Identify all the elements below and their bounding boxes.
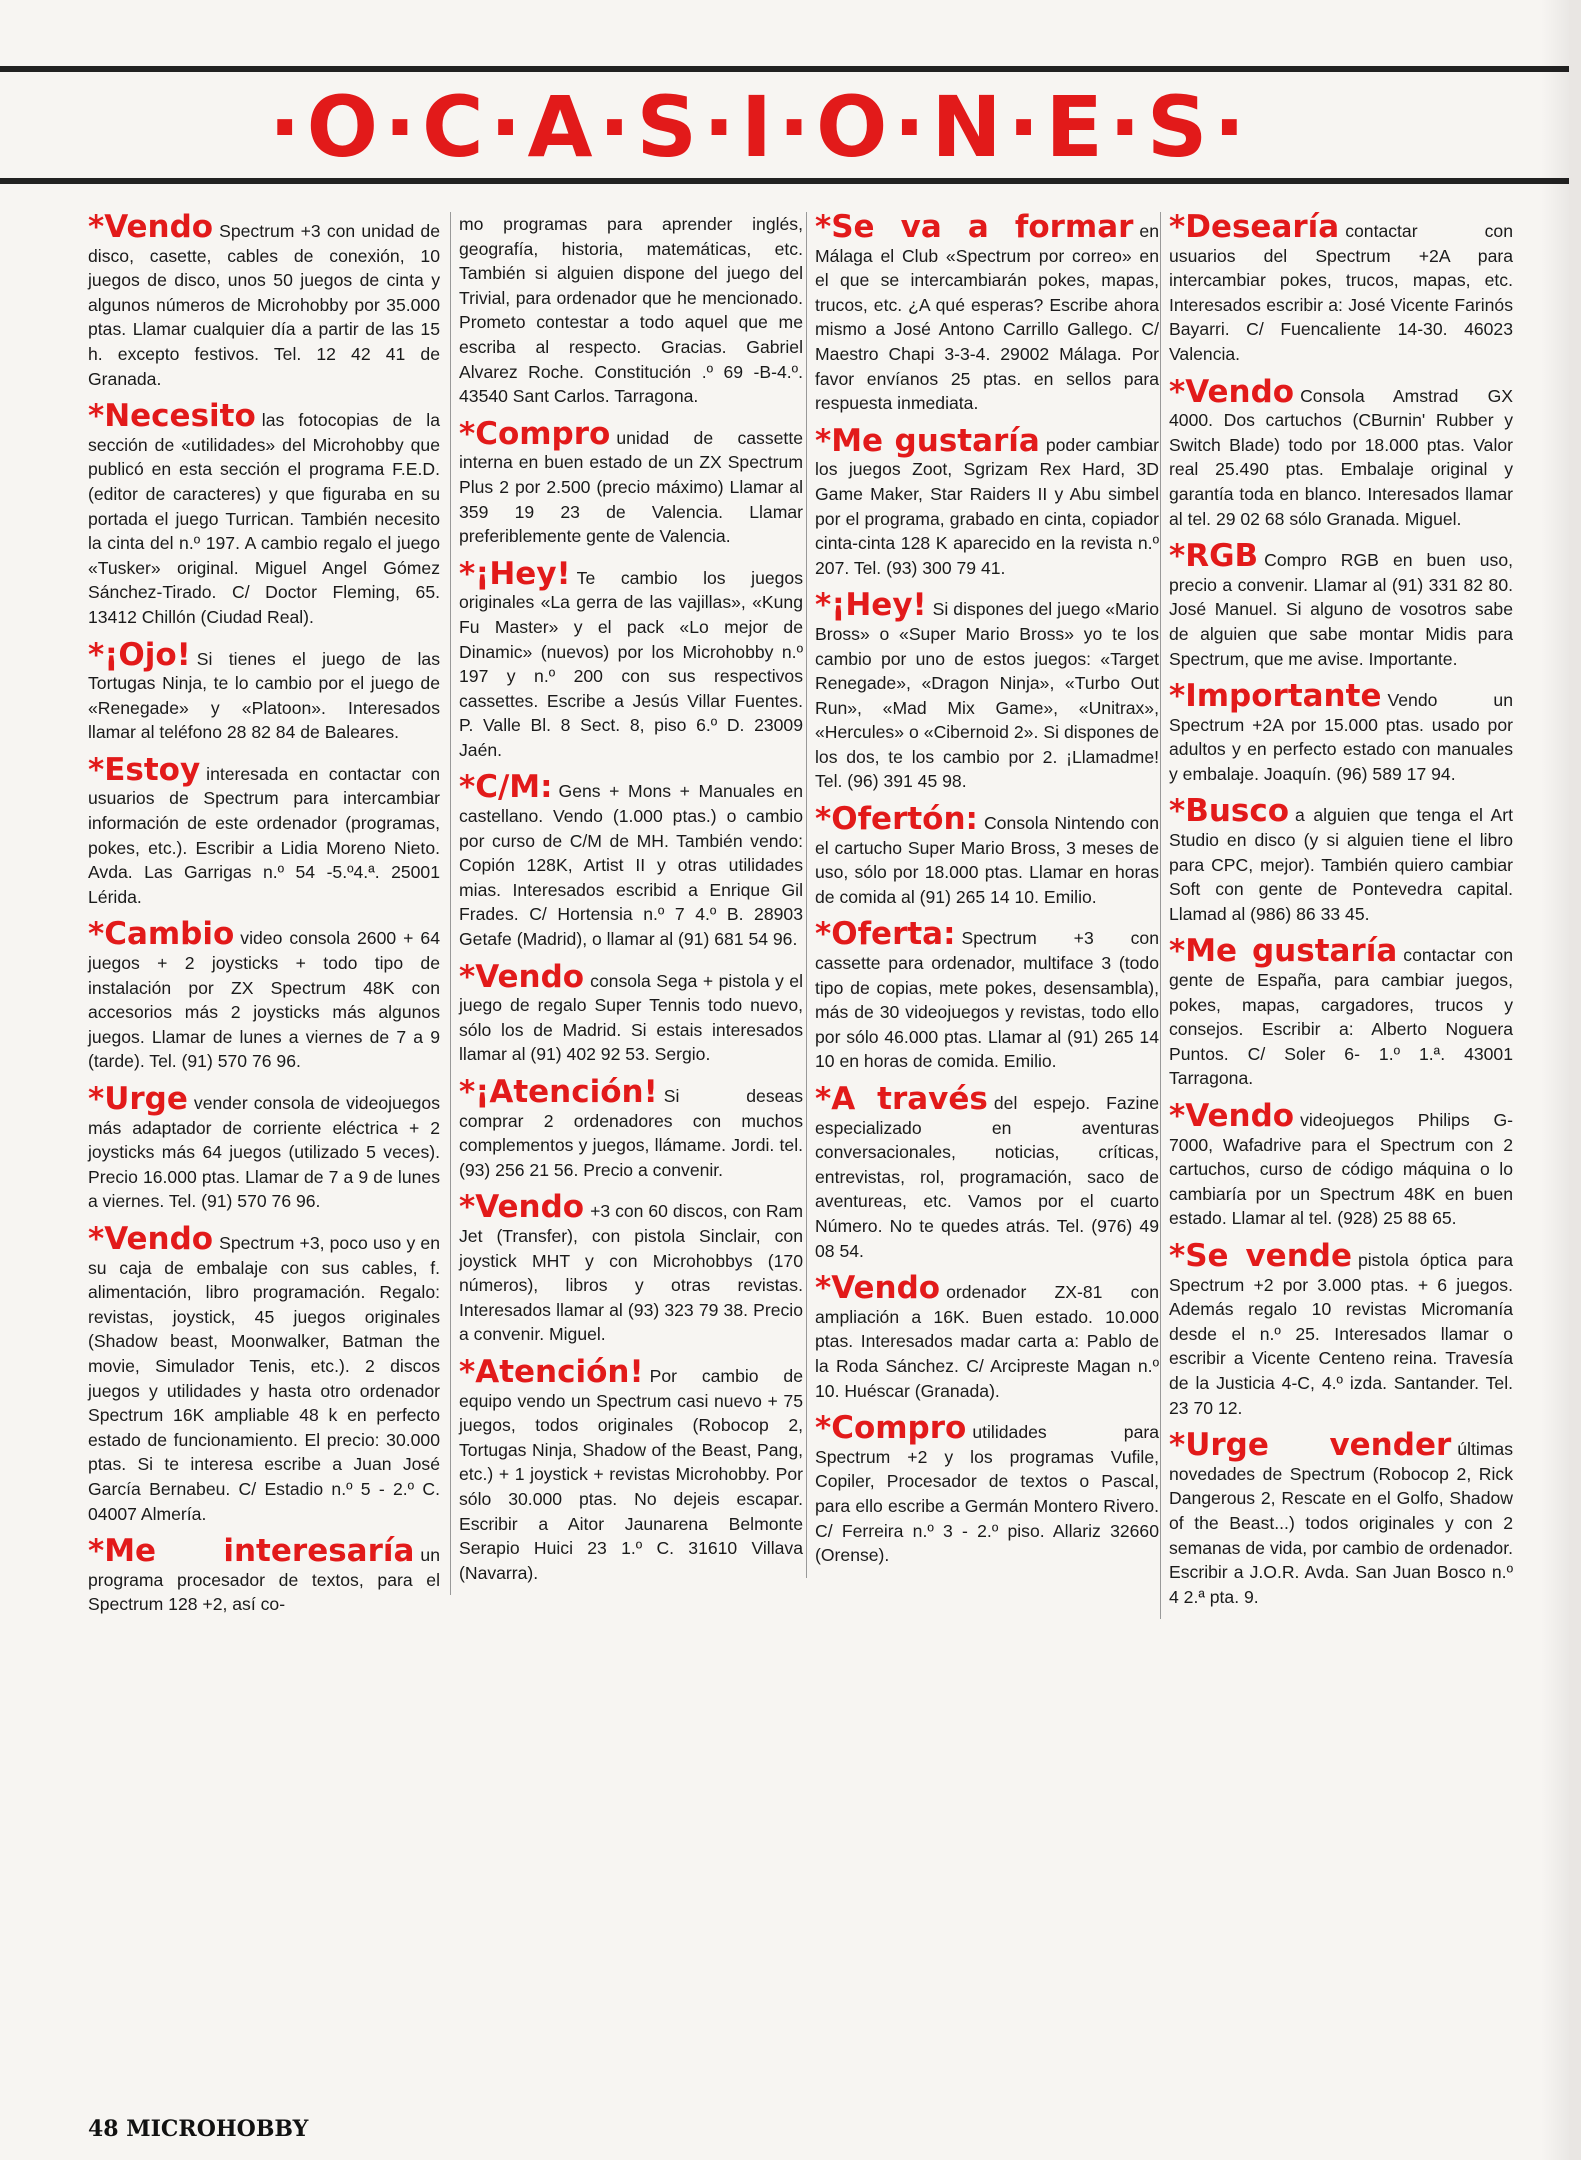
- ad-text: utilidades para Spectrum +2 y los programas Vufile, Copiler, Procesador de textos o Pascal, para ello escribe a Germán Montero Rivero. C/ Ferreira n.º 3 - 2.º piso. Allariz 32660 (Orense).: [815, 1422, 1159, 1566]
- classified-ad: [1169, 373, 1513, 532]
- ad-text: consola Sega + pistola y el juego de regalo Super Tennis todo nuevo, sólo los de Madrid. Si estais interesados llamar al (91) 402 92 53. Sergio.: [459, 970, 803, 1065]
- ad-text: mo programas para aprender inglés, geografía, historia, matemáticas, etc. También si alguien dispone del juego del Trivial, para ordenador que he mencionado. Prometo contestar a todo aquel que me escriba al respecto. Gracias. Gabriel Alvarez Roche. Constitución .º 69 -B-4.º. 43540 Sant Carlos. Tarragona.: [459, 214, 803, 407]
- ad-keyword: *Me gustaría: [815, 422, 1040, 459]
- ad-keyword: *Necesito: [88, 398, 256, 435]
- top-rule: [0, 66, 1581, 72]
- classified-ad: [815, 209, 1159, 416]
- ad-text: unidad de cassette interna en buen estado de un ZX Spectrum Plus 2 por 2.500 (precio máximo) Llamar al 359 19 23 de Valencia. Llamar preferiblemente gente de Valencia.: [459, 427, 803, 547]
- ad-keyword: *¡Hey!: [459, 555, 571, 592]
- ad-keyword: *¡Atención!: [459, 1074, 658, 1110]
- ad-keyword: *Importante: [1169, 678, 1382, 715]
- classified-ad: [88, 916, 440, 1074]
- column-2: [450, 212, 803, 1595]
- classified-ad: [88, 398, 440, 629]
- header-rule: [0, 178, 1581, 184]
- ad-keyword: *Vendo: [459, 1189, 585, 1226]
- ad-keyword: *Oferta:: [815, 916, 956, 953]
- ad-keyword: *Busco: [1169, 793, 1290, 830]
- ad-keyword: *Ofertón:: [815, 801, 978, 838]
- ad-keyword: *Vendo: [459, 958, 585, 995]
- ad-text: Vendo un Spectrum +2A por 15.000 ptas. usado por adultos y en perfecto estado con manuales y embalaje. Joaquín. (96) 589 17 94.: [1169, 690, 1513, 784]
- ad-keyword: *Atención!: [459, 1353, 644, 1390]
- ad-text: contactar con usuarios del Spectrum +2A para intercambiar pokes, trucos, mapas, etc. Interesados escribir a: José Vicente Farinós Bayarri. C/ Fuencaliente 14-30. 46023 Valencia.: [1169, 221, 1513, 364]
- classified-ad: [459, 958, 803, 1067]
- classified-ad: [88, 751, 440, 910]
- classified-ad: [1169, 678, 1513, 786]
- classified-ad: [459, 1353, 803, 1585]
- ad-text: Spectrum +3, poco uso y en su caja de embalaje con sus cables, f. alimentación, libro programación. Regalo: revistas, joystick, 45 juegos originales (Shadow beast, Moonwalker, Batman the movie, Simulador Tenis, etc.). 2 discos juegos y utilidades y hasta otro ordenador Spectrum 16K ampliable 48 k en perfecto estado de funcionamiento. El precio: 30.000 ptas. Si te interesa escribe a Juan José García Bernabeu. C/ Estadio n.º 5 - 2.º C. 04007 Almería.: [88, 1232, 440, 1524]
- classified-ad: [88, 636, 440, 745]
- ad-text: un programa procesador de textos, para el Spectrum 128 +2, así co-: [88, 1545, 440, 1615]
- ad-text: poder cambiar los juegos Zoot, Sgrizam Rex Hard, 3D Game Maker, Star Raiders II y Abu simbel por el programa, grabado en cinta, copiador cinta-cinta 128 K aparecido en la revista n.º 207. Tel. (93) 300 79 41.: [815, 434, 1159, 578]
- ad-text: Spectrum +3 con cassette para ordenador, multiface 3 (todo tipo de copias, mete pokes, desensambla), más de 30 videojuegos y revistas, todo ello por sólo 46.000 ptas. Llamar al (91) 265 14 10 en horas de comida. Emilio.: [815, 928, 1159, 1072]
- ad-keyword: *Me gustaría: [1169, 933, 1398, 970]
- ad-text: Consola Nintendo con el cartucho Super Mario Bross, 3 meses de uso, sólo por 18.000 ptas. Llamar en horas de comida al (91) 265 14 10. Emilio.: [815, 813, 1159, 907]
- ad-keyword: *Urge vender: [1169, 1427, 1452, 1464]
- ad-text: Consola Amstrad GX 4000. Dos cartuchos (CBurnin' Rubber y Switch Blade) todo por 18.000 ptas. Valor real 25.490 ptas. Embalaje original y garantía toda en blanco. Interesados llamar al tel. 29 02 68 sólo Granada. Miguel.: [1169, 385, 1513, 529]
- classified-ad: [815, 801, 1159, 909]
- classified-ad: [1169, 1098, 1513, 1231]
- ad-text: del espejo. Fazine especializado en aventuras conversacionales, noticias, críticas, entrevistas, rol, programación, saco de aventureas, etc. Vamos por el cuarto Número. No te quedes atrás. Tel. (976) 49 08 54.: [815, 1093, 1159, 1261]
- ad-text: las fotocopias de la sección de «utilidades» del Microhobby que publicó en esta sección el programa F.E.D. (editor de caracteres) y que figuraba en su portada el juego Turrican. También necesito la cinta del n.º 197. A cambio regalo el juego «Tusker» original. Miguel Angel Gómez Sánchez-Tirado. C/ Doctor Fleming, 65. 13412 Chillón (Ciudad Real).: [88, 410, 440, 627]
- classified-ad: [459, 769, 803, 951]
- ad-text: últimas novedades de Spectrum (Robocop 2, Rick Dangerous 2, Rescate en el Golfo, Shadow of the Beast...) todos originales y con 2 semanas de vida, por cambio de ordenador. Escribir a J.O.R. Avda. San Juan Bosco n.º 4 2.ª pta. 9.: [1169, 1439, 1513, 1607]
- classified-ad: [459, 212, 803, 409]
- classified-ad: [815, 1270, 1159, 1403]
- ad-keyword: *Se va a formar: [815, 209, 1134, 245]
- ad-keyword: *Vendo: [1169, 1098, 1295, 1134]
- classified-ad: [815, 1410, 1159, 1568]
- ad-text: contactar con gente de España, para cambiar juegos, pokes, mapas, cargadores, trucos y consejos. Escribir a: Alberto Noguera Puntos. C/ Soler 6- 1.º 1.ª. 43001 Tarragona.: [1169, 945, 1513, 1089]
- ad-keyword: *¡Hey!: [815, 587, 927, 624]
- ad-text: +3 con 60 discos, con Ram Jet (Transfer), con pistola Sinclair, con joystick MHT y con Microhobbys (170 números), libros y otras revistas. Interesados llamar al (93) 323 79 38. Precio a convenir. Miguel.: [459, 1201, 803, 1345]
- ad-text: Si deseas comprar 2 ordenadores con muchos complementos y juegos, llámame. Jordi. tel. (93) 256 21 56. Precio a convenir.: [459, 1086, 803, 1180]
- ad-text: interesada en contactar con usuarios de Spectrum para intercambiar información de este ordenador (programas, pokes, etc.). Escribir a Lidia Moreno Nieto. Avda. Las Garrigas n.º 54 -5.º4.ª. 25001 Lérida.: [88, 763, 440, 907]
- classified-ad: [88, 209, 440, 391]
- ad-keyword: *Urge: [88, 1081, 188, 1117]
- classified-ad: [1169, 1237, 1513, 1420]
- ad-text: Si tienes el juego de las Tortugas Ninja, te lo cambio por el juego de «Renegade» y «Platoon». Interesados llamar al teléfono 28 82 84 de Baleares.: [88, 648, 440, 743]
- classified-ad: [459, 1074, 803, 1182]
- ad-text: Te cambio los juegos originales «La gerra de las vajillas», «Kung Fu Master» y el pack «Lo mejor de Dinamic» (nuevos) por los Microhobby n.º 197 y n.º 200 con sus respectivos cassettes. Escribe a Jesús Villar Fuentes. P. Valle Bl. 8 Sect. 8, piso 6.º D. 23009 Jaén.: [459, 567, 803, 760]
- classified-ad: [815, 1081, 1159, 1263]
- ad-keyword: *Vendo: [88, 209, 214, 245]
- ad-text: vender consola de videojuegos más adaptador de corriente eléctrica + 2 joysticks más 64 juegos (utilizado 5 veces). Precio 16.000 ptas. Llamar de 7 a 9 de lunes a viernes. Tel. (91) 570 76 96.: [88, 1093, 440, 1212]
- classified-ad: [88, 1081, 440, 1214]
- ad-text: a alguien que tenga el Art Studio en disco (y si alguien tiene el libro para CPC, mejor). También quiero cambiar Soft con gente de Pontevedra capital. Llamad al (986) 86 33 45.: [1169, 805, 1513, 924]
- ad-keyword: *A través: [815, 1081, 988, 1117]
- classified-ad: [1169, 1427, 1513, 1609]
- ad-text: pistola óptica para Spectrum +2 por 3.000 ptas. + 6 juegos. Además regalo 10 revistas Micromanía desde el n.º 25. Interesados llamar o escribir a Vicente Centeno reina. Travesía de la Justicia 4-C, 4.º izda. Santander. Tel. 23 70 12.: [1169, 1249, 1513, 1418]
- ad-keyword: *Estoy: [88, 751, 201, 788]
- classified-ad: [1169, 793, 1513, 926]
- column-4: [1160, 209, 1513, 1619]
- ad-keyword: *Compro: [815, 1410, 967, 1447]
- column-1: [88, 209, 440, 1627]
- classified-ad: [815, 587, 1159, 794]
- page-footer: 48 MICROHOBBY: [88, 2116, 309, 2142]
- classified-ad: [459, 555, 803, 763]
- ad-text: Compro RGB en buen uso, precio a convenir. Llamar al (91) 331 82 80. José Manuel. Si alguno de vosotros sabe de alguien que sabe montar Midis para Spectrum, que me avise. Importante.: [1169, 550, 1513, 669]
- ad-keyword: *C/M:: [459, 769, 553, 806]
- ad-keyword: *Desearía: [1169, 209, 1340, 245]
- ad-text: Gens + Mons + Manuales en castellano. Vendo (1.000 ptas.) o cambio por curso de C/M de MH. También vendo: Copión 128K, Artist II y otras utilidades mias. Interesados escribid a Enrique Gil Frades. C/ Hortensia n.º 7 4.º B. 28903 Getafe (Madrid), o llamar al (91) 681 54 96.: [459, 781, 803, 950]
- classified-ad: [88, 1533, 440, 1617]
- ad-text: Si dispones del juego «Mario Bross» o «Super Mario Bross» yo te los cambio por uno de estos juegos: «Target Renegade», «Dragon Ninja», «Turbo Out Run», «Mad Mix Game», «Unitrax», «Hercules» o «Cibernoid 2». Si dispones de los dos, te los cambio por 2. ¡Llamadme! Tel. (96) 391 45 98.: [815, 599, 1159, 792]
- classified-ad: [1169, 209, 1513, 367]
- ad-keyword: *RGB: [1169, 538, 1259, 575]
- ad-text: video consola 2600 + 64 juegos + 2 joysticks + todo tipo de instalación por ZX Spectrum 48K con accesorios más 2 joysticks más algunos juegos. Llamar de lunes a viernes de 7 a 9 (tarde). Tel. (91) 570 76 96.: [88, 928, 440, 1072]
- ad-keyword: *Me interesaría: [88, 1533, 415, 1570]
- classified-ad: [459, 415, 803, 549]
- ad-keyword: *Vendo: [1169, 373, 1295, 410]
- classified-ad: [815, 916, 1159, 1074]
- ad-keyword: *Se vende: [1169, 1237, 1352, 1274]
- classified-ad: [1169, 933, 1513, 1091]
- ad-keyword: *Compro: [459, 415, 611, 452]
- classified-ad: [459, 1189, 803, 1347]
- ad-keyword: *Vendo: [815, 1270, 941, 1307]
- ad-keyword: *Cambio: [88, 916, 235, 953]
- ad-keyword: *¡Ojo!: [88, 636, 191, 673]
- ad-keyword: *Vendo: [88, 1220, 214, 1257]
- page-edge: [1569, 0, 1581, 2160]
- column-3: [806, 209, 1159, 1578]
- ad-text: en Málaga el Club «Spectrum por correo» en el que se intercambiarán pokes, mapas, trucos, etc. ¿A qué esperas? Escribe ahora mismo a José Antono Carrillo Gallego. C/ Maestro Chapi 3-3-4. 29002 Málaga. Por favor envíanos 25 ptas. en sellos para respuesta inmediata.: [815, 221, 1159, 414]
- ad-text: ordenador ZX-81 con ampliación a 16K. Buen estado. 10.000 ptas. Interesados madar carta a: Pablo de la Roda Sánchez. C/ Arcipreste Magan n.º 10. Huéscar (Granada).: [815, 1282, 1159, 1401]
- classified-ad: [1169, 538, 1513, 671]
- ad-text: videojuegos Philips G-7000, Wafadrive para el Spectrum con 2 cartuchos, curso de código máquina o lo cambiaría por un Spectrum 48K en buen estado. Llamar al tel. (928) 25 88 65.: [1169, 1110, 1513, 1229]
- ad-text: Spectrum +3 con unidad de disco, casette, cables de conexión, 10 juegos de disco, unos 50 juegos de cinta y algunos números de Microhobby por 35.000 ptas. Llamar cualquier día a partir de las 15 h. excepto festivos. Tel. 12 42 41 de Granada.: [88, 221, 440, 389]
- section-title: ·O·C·A·S·I·O·N·E·S·: [268, 78, 1252, 176]
- classified-ad: [88, 1220, 440, 1526]
- classified-ad: [815, 422, 1159, 581]
- ad-text: Por cambio de equipo vendo un Spectrum casi nuevo + 75 juegos, todos originales (Robocop 2, Tortugas Ninja, Shadow of the Beast, Pang, etc.) + 1 joystick + revistas Microhobby. Por sólo 30.000 ptas. No dejeis escapar. Escribir a Aitor Jaunarena Belmonte Serapio Huici 23 1.º C. 31610 Villava (Navarra).: [459, 1365, 803, 1583]
